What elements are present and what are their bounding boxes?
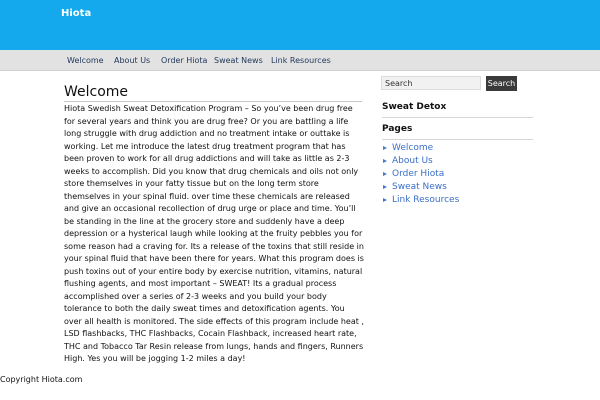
site-header [0,0,600,50]
nav-item-order-hiota[interactable]: Order Hiota [161,56,208,65]
sidebar-page-label: Sweat News [392,182,447,192]
sidebar-page-label: Order Hiota [392,169,445,179]
main-navigation [0,50,600,71]
pages-list [382,142,459,207]
triangle-bullet-icon [383,146,387,150]
article-body: Hiota Swedish Sweat Detoxification Program – So you’ve been drug free for several years and think you are drug free? Or you are battling a life long struggle with drug addiction and no treatment intake or outtake is working. Let me introduce the latest drug treatment program that has been proven to work for all drug addictions and will take as little as 2-3 weeks to accomplish. Did you know that drug chemicals and oils not only store themselves in your fatty tissue but on the long term store themselves in your spinal fluid. over time these chemicals are released and give an occasional recollection of drug urge or place and time. You’ll be standing in the line at the grocery store and suddenly have a deep depression or a hysterical laugh while looking at the fruity pebbles you for some reason had a craving for. Its a release of the toxins that still reside in your spinal fluid that have been there for years. What this program does is push toxins out of your entire body by exercise nutrition, vitamins, natural flushing agents, and most important – SWEAT! Its a gradual process accomplished over a series of 2-3 weeks and you build your body tolerance to both the daily sweat times and detoxification agents. You over all health is monitored. The side effects of this program include heat , LSD flashbacks, THC Flashbacks, Cocain Flashback, increased heart rate, THC and Tobacco Tar Resin release from lungs, hands and fingers, Runners High. Yes you will be jogging 1-2 miles a day! [64,104,364,363]
triangle-bullet-icon [383,185,387,189]
footer-copyright: Copyright Hiota.com [0,375,83,384]
sidebar-page-label: Link Resources [392,195,460,205]
widget-divider [382,139,533,140]
sidebar-page-label: About Us [392,156,433,166]
pages-widget-title: Pages [382,124,413,134]
sidebar-page-link-resources[interactable] [382,194,459,207]
sidebar-page-sweat-news[interactable] [382,181,459,194]
title-divider [64,101,362,102]
triangle-bullet-icon [383,198,387,202]
sidebar-page-label: Welcome [392,143,434,153]
nav-item-link-resources[interactable]: Link Resources [271,56,331,65]
search-button[interactable]: Search [486,76,517,91]
nav-item-welcome[interactable]: Welcome [67,56,104,65]
nav-item-about-us[interactable]: About Us [114,56,151,65]
triangle-bullet-icon [383,172,387,176]
sidebar-page-order-hiota[interactable] [382,168,459,181]
sidebar-page-welcome[interactable] [382,142,459,155]
search-input[interactable] [381,76,481,90]
sidebar-page-about-us[interactable] [382,155,459,168]
widget-divider [382,117,533,118]
site-title[interactable]: Hiota [61,8,92,19]
sweat-detox-widget-title: Sweat Detox [382,102,447,112]
nav-item-sweat-news[interactable]: Sweat News [214,56,263,65]
page-title: Welcome [64,84,129,100]
triangle-bullet-icon [383,159,387,163]
